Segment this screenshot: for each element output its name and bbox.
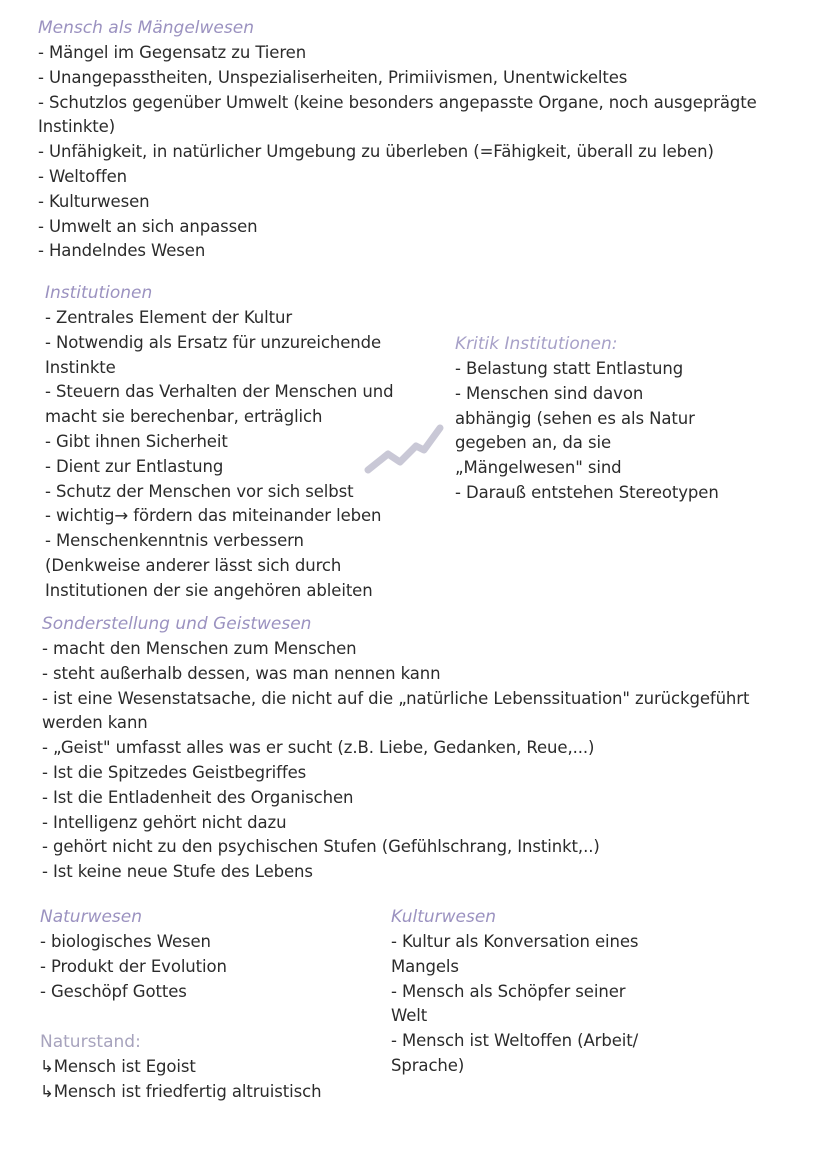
list-item: ↳Mensch ist friedfertig altruistisch [40,1081,322,1101]
list-item: „Mängelwesen" sind [455,458,622,478]
list-item: - Umwelt an sich anpassen [38,216,258,236]
list-item: - Belastung statt Entlastung [455,359,684,378]
section-sonderstellung [42,612,802,885]
list-item: Sprache) [391,1055,465,1075]
list-item: - Zentrales Element der Kultur [45,308,293,327]
list-item: - Notwendig als Ersatz für unzureichende [45,332,382,352]
list-item: Welt [391,1006,428,1026]
heading-maengelwesen: Mensch als Mängelwesen [38,18,254,38]
section-naturstand [40,1030,380,1105]
list-item: - Unangepasstheiten, Unspezialiserheiten, Primiivismen, Unentwickeltes [38,67,628,87]
list-item: - Mensch ist Weltoffen (Arbeit/ [391,1031,639,1051]
list-item: - Gibt ihnen Sicherheit [45,431,228,451]
list-item: - wichtig→ fördern das miteinander leben [45,506,382,526]
list-item: werden kann [42,713,148,733]
list-item: - macht den Menschen zum Menschen [42,639,357,658]
list-item: Instinkte) [38,117,116,137]
list-item: abhängig (sehen es als Natur [455,408,695,428]
heading-naturwesen: Naturwesen [40,907,143,927]
list-item: - Kultur als Konversation eines [391,932,639,951]
section-naturwesen [40,905,360,1004]
list-item: - Ist die Spitzedes Geistbegriffes [42,762,307,782]
list-item: - Handelndes Wesen [38,241,206,261]
heading-kulturwesen: Kulturwesen [391,907,497,927]
heading-kritik: Kritik Institutionen: [455,334,618,354]
list-item: - Ist die Entladenheit des Organischen [42,787,354,807]
list-item: - Intelligenz gehört nicht dazu [42,812,287,832]
list-item: - Mensch als Schöpfer seiner [391,981,626,1001]
list-item: gegeben an, da sie [455,433,611,453]
list-item: - biologisches Wesen [40,932,211,951]
list-item: - Schutz der Menschen vor sich selbst [45,481,354,501]
list-item: ↳Mensch ist Egoist [40,1057,196,1076]
list-item: - Steuern das Verhalten der Menschen und [45,382,394,402]
heading-institutionen: Institutionen [45,283,153,303]
list-item: - Mängel im Gegensatz zu Tieren [38,43,307,62]
list-item: Mangels [391,956,459,976]
list-item: - gehört nicht zu den psychischen Stufen (Gefühlschrang, Instinkt,..) [42,837,600,857]
list-item: - Menschen sind davon [455,383,644,403]
squiggle-arrow-icon [360,418,450,480]
section-kulturwesen [391,905,681,1079]
list-item: - steht außerhalb dessen, was man nennen kann [42,663,441,683]
section-maengelwesen [38,16,798,264]
list-item: - Menschenkenntnis verbessern [45,531,304,551]
list-item: - Weltoffen [38,166,127,186]
heading-naturstand: Naturstand: [40,1032,141,1052]
list-item: - Produkt der Evolution [40,956,227,976]
list-item: - Geschöpf Gottes [40,981,187,1001]
list-item: - Dient zur Entlastung [45,456,224,476]
section-kritik [455,332,755,506]
list-item: - Unfähigkeit, in natürlicher Umgebung zu überleben (=Fähigkeit, überall zu leben) [38,142,714,162]
list-item: - Kulturwesen [38,191,150,211]
list-item: Institutionen der sie angehören ableiten [45,580,373,600]
list-item: Instinkte [45,357,116,377]
list-item: - Schutzlos gegenüber Umwelt (keine besonders angepasste Organe, noch ausgeprägte [38,92,757,112]
list-item: - Ist keine neue Stufe des Lebens [42,862,313,882]
list-item: (Denkweise anderer lässt sich durch [45,555,342,575]
list-item: - Darauß entstehen Stereotypen [455,482,719,502]
list-item: - ist eine Wesenstatsache, die nicht auf die „natürliche Lebenssituation" zurückgeführt [42,688,750,708]
list-item: - „Geist" umfasst alles was er sucht (z.B. Liebe, Gedanken, Reue,...) [42,738,595,758]
list-item: macht sie berechenbar, erträglich [45,407,323,427]
heading-sonderstellung: Sonderstellung und Geistwesen [42,614,312,634]
